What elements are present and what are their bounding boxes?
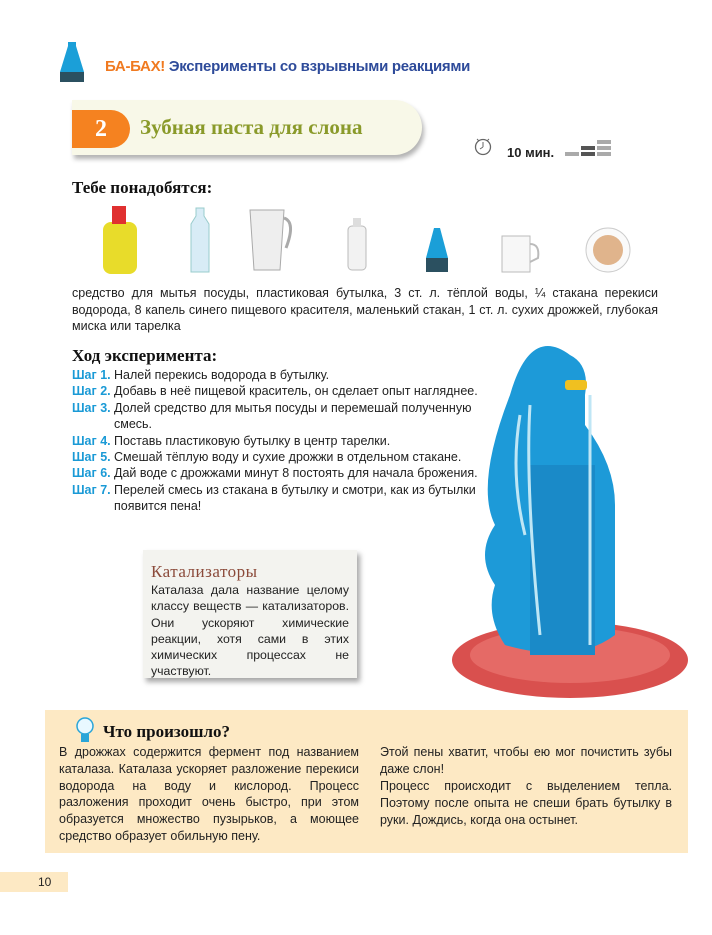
glass-icon	[502, 236, 538, 272]
materials-list: средство для мытья посуды, пластиковая бутылка, 3 ст. л. тёплой воды, ¼ стакана перекиси водорода, 8 капель синего пищевого красителя, маленький стакан, 1 ст. л. сухих дрожжей, глубокая миска или тарелка	[72, 286, 658, 333]
materials-illustrations	[90, 200, 650, 280]
catalysts-sidebar	[143, 550, 357, 678]
step-label: Шаг 1.	[72, 368, 111, 382]
duration: 10 мин.	[507, 145, 555, 160]
catalysts-title: Катализаторы	[151, 562, 258, 581]
step-text: Перелей смесь из стакана в бутылку и смотри, как из бутылки появится пена!	[114, 482, 476, 514]
series-title: Эксперименты со взрывными реакциями	[168, 58, 471, 75]
what-happened-box	[45, 710, 688, 853]
step-label: Шаг 4.	[72, 433, 111, 448]
stopwatch-icon	[473, 136, 493, 156]
step-item	[72, 482, 492, 515]
step-text: Долей средство для мытья посуды и перемешай полученную смесь.	[114, 400, 472, 432]
measuring-jug-icon	[250, 210, 291, 270]
page-number: 10	[0, 872, 68, 892]
experiment-number: 2	[72, 110, 130, 148]
materials-heading: Тебе понадобятся:	[72, 178, 213, 197]
step-label: Шаг 3.	[72, 400, 111, 415]
steps-list	[72, 367, 492, 515]
step-label: Шаг 7.	[72, 482, 111, 497]
step-text: Смешай тёплую воду и сухие дрожжи в отдельном стакане.	[114, 450, 462, 465]
brand: БА-БАХ!	[105, 58, 165, 75]
experiment-title: Зубная паста для слона	[140, 115, 363, 139]
step-item	[72, 465, 492, 481]
step-text: Поставь пластиковую бутылку в центр тарелки.	[114, 433, 391, 448]
explanation-col2a: Этой пены хватит, чтобы ею мог почистить зубы даже слон!	[380, 745, 672, 776]
step-item	[72, 383, 492, 399]
yeast-bowl-icon	[586, 228, 630, 272]
step-item	[72, 433, 492, 449]
flask-logo-icon	[58, 42, 86, 84]
foaming-bottle-photo	[430, 335, 690, 710]
dish-soap-icon	[103, 206, 137, 274]
step-label: Шаг 6.	[72, 466, 111, 481]
step-text: Добавь в неё пищевой краситель, он сделает опыт нагляднее.	[114, 384, 478, 399]
peroxide-bottle-icon	[348, 218, 366, 270]
what-happened-heading: Что произошло?	[103, 722, 231, 741]
catalysts-text: Каталаза дала название целому классу веществ — катализаторов. Они ускоряют химические реакции, хотя сами в этих химических процессах не участвуют.	[151, 583, 349, 679]
procedure-heading: Ход эксперимента:	[72, 346, 218, 365]
explanation-col1: В дрожжах содержится фермент под названием каталаза. Каталаза ускоряет разложение перекиси водорода на воду и кислород. Процесс разложения проходит очень быстро, при этом образуется множество пузырьков, а моющее средство образует обильную пену.	[59, 745, 359, 843]
step-item	[72, 449, 492, 465]
step-label: Шаг 5.	[72, 450, 111, 465]
running-header	[105, 58, 470, 75]
step-item	[72, 367, 492, 383]
lightbulb-icon	[73, 714, 97, 746]
step-text: Налей перекись водорода в бутылку.	[114, 368, 330, 382]
plastic-bottle-icon	[191, 208, 209, 272]
step-text: Дай воде с дрожжами минут 8 постоять для начала брожения.	[114, 466, 478, 481]
blue-dye-icon	[426, 228, 448, 272]
explanation-col2b: Процесс происходит с выделением тепла. Поэтому после опыта не спеши брать бутылку в руки. Дождись, когда она остынет.	[380, 779, 672, 827]
step-label: Шаг 2.	[72, 384, 111, 399]
step-item	[72, 400, 492, 433]
